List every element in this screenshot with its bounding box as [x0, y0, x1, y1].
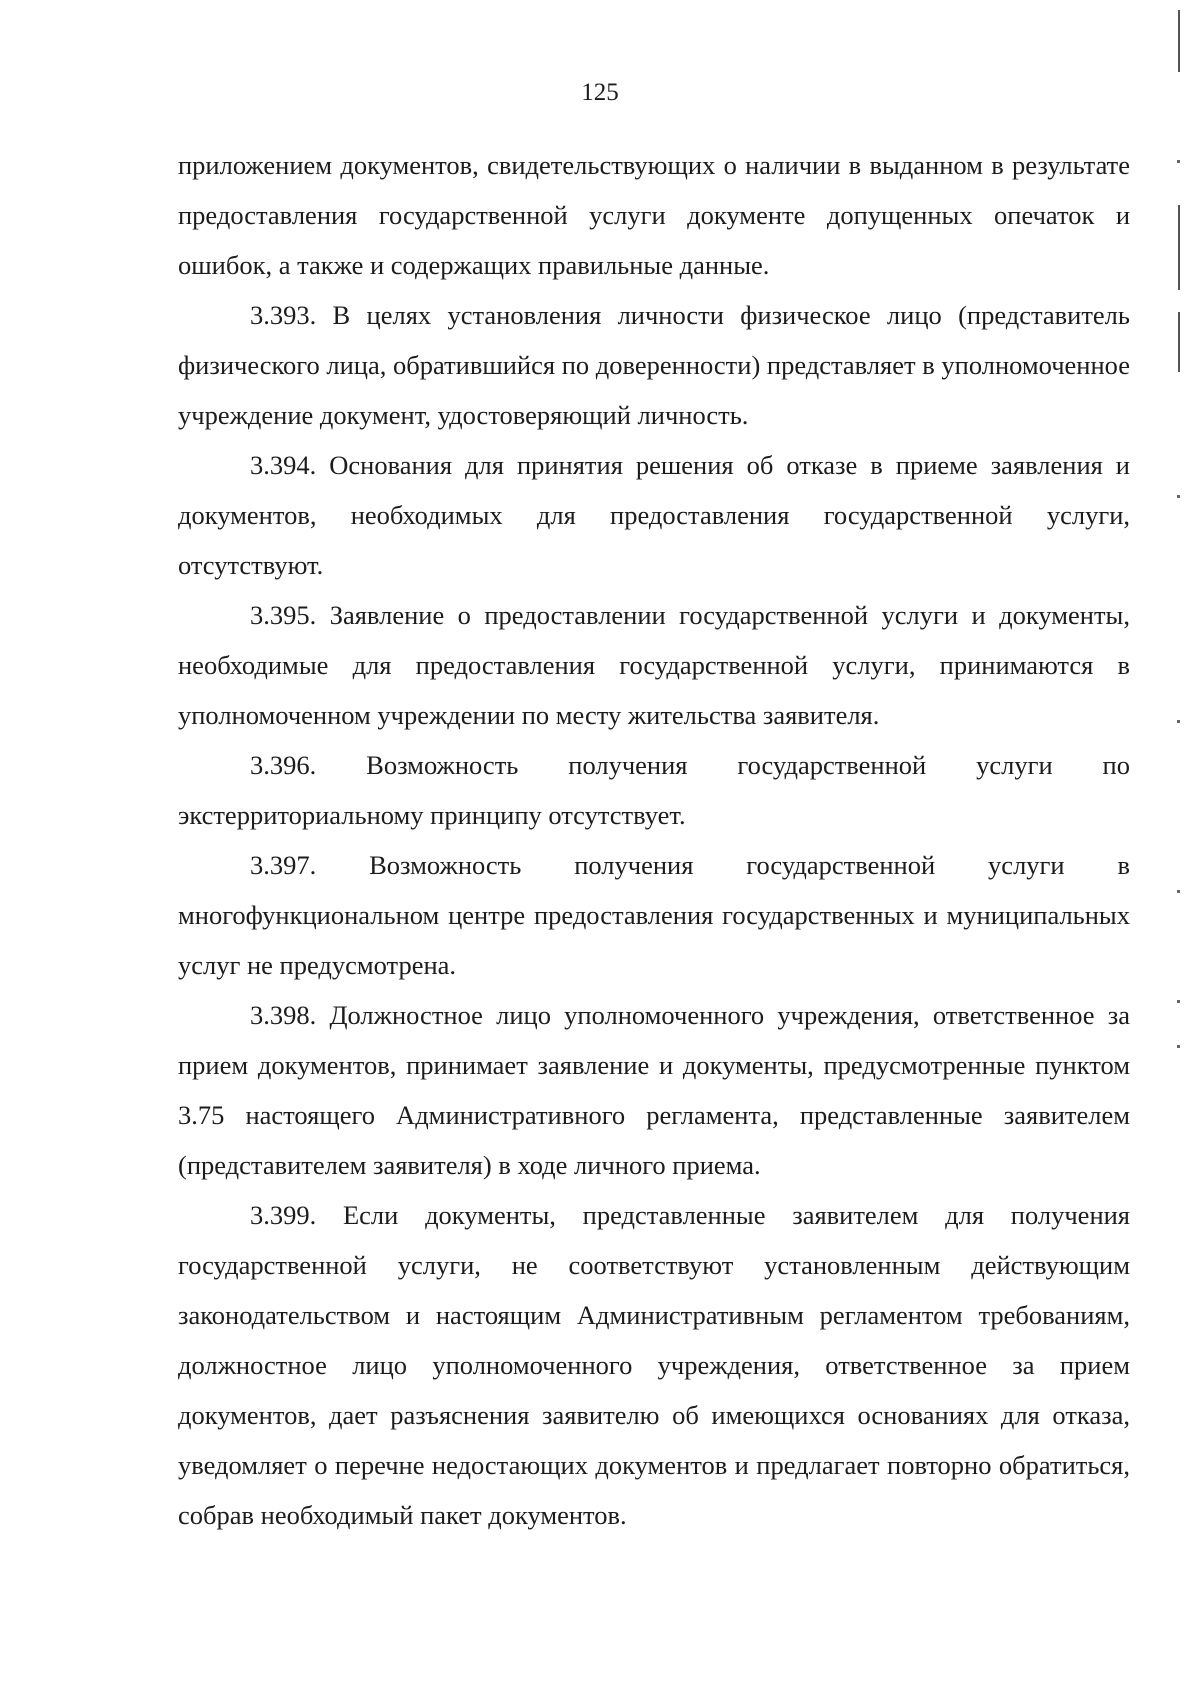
scan-dot	[1177, 495, 1180, 498]
scan-dot	[1177, 160, 1180, 163]
scan-dot	[1177, 890, 1180, 893]
document-body	[178, 140, 1130, 1540]
paragraph-continuation: приложением документов, свидетельствующих о наличии в выданном в результате предоставления государственной услуги документе допущенных опечаток и ошибок, а также и содержащих правильные данные.	[178, 150, 1130, 280]
page-number: 125	[581, 79, 619, 106]
scan-dot	[1177, 1000, 1180, 1003]
paragraph-3-398: 3.398. Должностное лицо уполномоченного учреждения, ответственное за прием документов, принимает заявление и документы, предусмотренные пунктом 3.75 настоящего Административного регламента, представленные заявителем (представителем заявителя) в ходе личного приема.	[178, 1000, 1130, 1180]
paragraph-3-397: 3.397. Возможность получения государственной услуги в многофункциональном центре предоставления государственных и муниципальных услуг не предусмотрена.	[178, 850, 1130, 980]
paragraph-3-399: 3.399. Если документы, представленные заявителем для получения государственной услуги, не соответствуют установленным действующим законодательством и настоящим Административным регламентом требованиям, должностное лицо уполномоченного учреждения, ответственное за прием документов, дает разъяснения заявителю об имеющихся основаниях для отказа, уведомляет о перечне недостающих документов и предлагает повторно обратиться, собрав необходимый пакет документов.	[178, 1200, 1130, 1530]
scan-edge-line	[1178, 205, 1180, 290]
scan-edge-line	[1178, 10, 1180, 72]
scan-dot	[1177, 720, 1180, 723]
scan-edge-line	[1178, 312, 1180, 372]
paragraph-3-394: 3.394. Основания для принятия решения об отказе в приеме заявления и документов, необходимых для предоставления государственной услуги, отсутствуют.	[178, 450, 1130, 580]
paragraph-3-396: 3.396. Возможность получения государственной услуги по экстерриториальному принципу отсутствует.	[178, 750, 1130, 830]
scan-dot	[1177, 1045, 1180, 1048]
paragraph-3-393: 3.393. В целях установления личности физическое лицо (представитель физического лица, обратившийся по доверенности) представляет в уполномоченное учреждение документ, удостоверяющий личность.	[178, 300, 1130, 430]
paragraph-3-395: 3.395. Заявление о предоставлении государственной услуги и документы, необходимые для предоставления государственной услуги, принимаются в уполномоченном учреждении по месту жительства заявителя.	[178, 600, 1130, 730]
